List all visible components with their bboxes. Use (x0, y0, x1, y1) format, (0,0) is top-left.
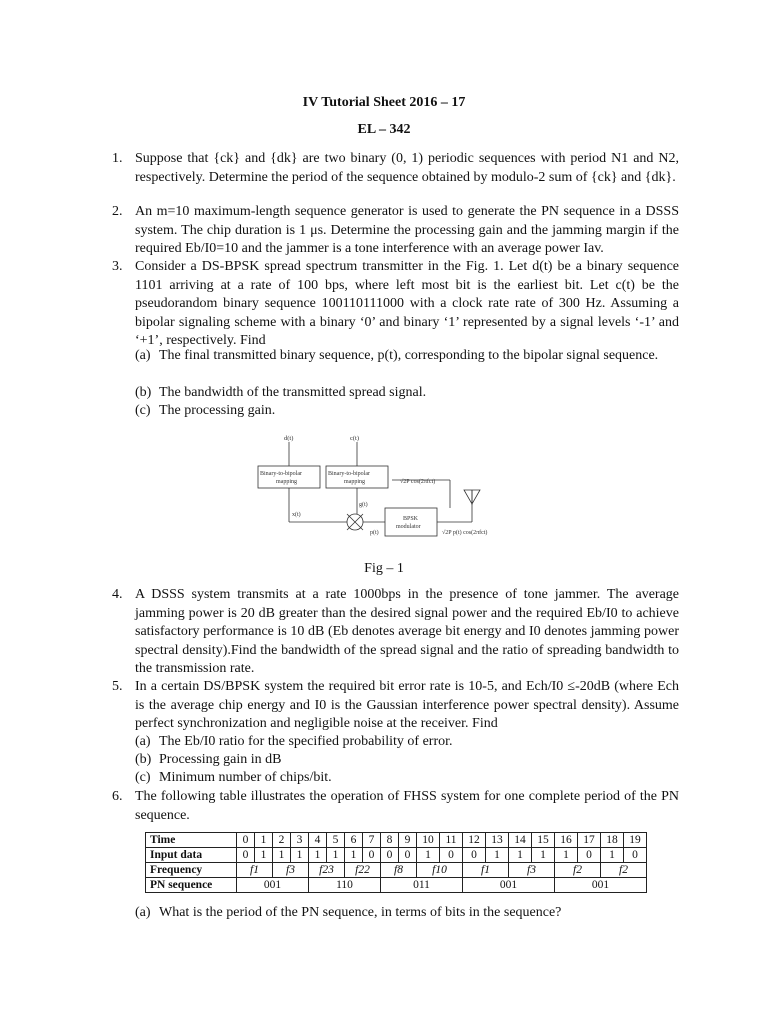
table-cell: 1 (486, 848, 509, 863)
table-cell: 11 (440, 833, 463, 848)
sheet-title: IV Tutorial Sheet 2016 – 17 (302, 95, 466, 110)
table-cell: 0 (363, 848, 381, 863)
table-cell: 0 (399, 848, 417, 863)
bpsk-label-b: modulator (396, 524, 421, 530)
bpsk-label-a: BPSK (403, 516, 419, 522)
table-cell: 8 (381, 833, 399, 848)
table-cell: 0 (440, 848, 463, 863)
sub-text: The final transmitted binary sequence, p(t), corresponding to the bipolar signal sequence. (159, 348, 659, 363)
question-4-text: A DSSS system transmits at a rate 1000bps in the presence of tone jammer. The average jamming power is 20 dB greater than the desired signal power and the required Eb/I0 to achieve satisfactory performance is 10 dB (Eb denotes average bit energy and I0 denotes jamming power spectral density).Find the bandwidth of the spread signal and the ratio of spreading bandwidth to the transmission rate. (135, 587, 679, 676)
table-cell: 1 (255, 848, 273, 863)
table-cell: 1 (273, 848, 291, 863)
table-cell: 0 (463, 848, 486, 863)
sub-label: (a) (135, 734, 151, 749)
question-2-number: 2. (112, 204, 123, 219)
table-row (146, 878, 647, 893)
mapping-1-label-b: mapping (276, 479, 297, 485)
sub-label: (c) (135, 770, 151, 785)
table-cell: 16 (555, 833, 578, 848)
table-cell: 1 (291, 848, 309, 863)
mapping-1-label-a: Binary-to-bipolar (260, 471, 302, 477)
table-cell: 110 (309, 878, 381, 893)
sub-label: (b) (135, 385, 152, 400)
table-cell: 1 (601, 848, 624, 863)
fhss-table (145, 832, 647, 893)
question-6-text: The following table illustrates the operation of FHSS system for one complete period of the PN sequence. (135, 789, 679, 823)
table-cell: 1 (327, 848, 345, 863)
table-cell: 001 (463, 878, 555, 893)
figure-1-diagram (250, 430, 540, 545)
output-label: √2P p(t) cos(2πfct) (442, 530, 488, 536)
sub-text: The bandwidth of the transmitted spread signal. (159, 385, 427, 400)
table-cell: 13 (486, 833, 509, 848)
question-5-sub-b (135, 751, 679, 770)
ct-label: c(t) (350, 435, 360, 442)
table-cell: 5 (327, 833, 345, 848)
question-6-number: 6. (112, 789, 123, 804)
sub-label: (c) (135, 403, 151, 418)
table-cell: 1 (417, 848, 440, 863)
sub-label: (a) (135, 348, 151, 363)
table-cell: 1 (255, 833, 273, 848)
table-cell: 0 (624, 848, 647, 863)
table-cell: f10 (417, 863, 463, 878)
table-cell: f3 (509, 863, 555, 878)
sub-label: (b) (135, 752, 152, 767)
row-header: Input data (146, 848, 237, 863)
xt-label: x(t) (292, 512, 301, 518)
question-3-text: Consider a DS-BPSK spread spectrum transmitter in the Fig. 1. Let d(t) be a binary sequence 1101 arriving at a rate of 100 bps, where left most bit is the earliest bit. Let c(t) be the pseudorandom binary sequence 100110111000 with a clock rate rate of 300 Hz. Assuming a bipolar signaling scheme with a binary ‘0’ and binary ‘1’ represented by a signal levels ‘-1’ and ‘+1’, respectively. Find (135, 259, 679, 348)
question-3-sub-c (135, 402, 679, 421)
question-3-number: 3. (112, 259, 123, 274)
table-row (146, 848, 647, 863)
table-cell: 15 (532, 833, 555, 848)
mapping-2-label-a: Binary-to-bipolar (328, 471, 370, 477)
dt-label: d(t) (284, 435, 294, 442)
table-cell: f23 (309, 863, 345, 878)
table-cell: 1 (555, 848, 578, 863)
question-6-sub-a (135, 904, 679, 923)
row-header: PN sequence (146, 878, 237, 893)
table-cell: 19 (624, 833, 647, 848)
table-cell: f1 (463, 863, 509, 878)
table-cell: 0 (578, 848, 601, 863)
table-row (146, 833, 647, 848)
carrier-label: √2P cos(2πfct) (400, 479, 436, 485)
table-cell: 10 (417, 833, 440, 848)
sub-text: What is the period of the PN sequence, in terms of bits in the sequence? (159, 905, 562, 920)
table-row (146, 863, 647, 878)
table-cell: 12 (463, 833, 486, 848)
table-cell: f8 (381, 863, 417, 878)
table-cell: 011 (381, 878, 463, 893)
table-cell: 18 (601, 833, 624, 848)
table-cell: 17 (578, 833, 601, 848)
gt-label: g(t) (359, 502, 368, 508)
row-header: Time (146, 833, 237, 848)
table-cell: f1 (237, 863, 273, 878)
mapping-2-label-b: mapping (344, 479, 365, 485)
question-2-text: An m=10 maximum-length sequence generator is used to generate the PN sequence in a DSSS system. The chip duration is 1 μs. Determine the processing gain and the jamming margin if the required Eb/I0=10 and the jammer is a tone interference with an average power Iav. (135, 204, 679, 256)
table-cell: 1 (509, 848, 532, 863)
sub-label: (a) (135, 905, 151, 920)
question-5-sub-c (135, 769, 679, 788)
question-1-number: 1. (112, 151, 123, 166)
table-cell: f2 (555, 863, 601, 878)
row-header: Frequency (146, 863, 237, 878)
table-cell: f3 (273, 863, 309, 878)
question-3-sub-a (135, 347, 679, 366)
table-cell: 1 (532, 848, 555, 863)
course-code: EL – 342 (357, 122, 411, 137)
table-cell: 1 (345, 848, 363, 863)
question-1-text: Suppose that {ck} and {dk} are two binary (0, 1) periodic sequences with period N1 and N2, respectively. Determine the period of the sequence obtained by modulo-2 sum of {ck} and {dk}. (135, 151, 679, 185)
sub-text: Processing gain in dB (159, 752, 282, 767)
table-cell: 001 (555, 878, 647, 893)
sub-text: The processing gain. (159, 403, 276, 418)
sub-text: The Eb/I0 ratio for the specified probability of error. (159, 734, 453, 749)
question-5-text: In a certain DS/BPSK system the required bit error rate is 10-5, and Ech/I0 ≤-20dB (where Ech is the average chip energy and I0 is the Gaussian interference power spectral density). Assume perfect synchronization and negligible noise at the receiver. Find (135, 679, 679, 731)
table-cell: 1 (309, 848, 327, 863)
table-cell: 6 (345, 833, 363, 848)
question-4-number: 4. (112, 587, 123, 602)
table-cell: 001 (237, 878, 309, 893)
sub-text: Minimum number of chips/bit. (159, 770, 332, 785)
question-3-sub-b (135, 384, 679, 403)
table-cell: 3 (291, 833, 309, 848)
pt-label: p(t) (370, 530, 379, 536)
table-cell: 2 (273, 833, 291, 848)
question-5-sub-a (135, 733, 679, 752)
bpsk-modulator-block (385, 508, 437, 536)
table-cell: 9 (399, 833, 417, 848)
table-cell: 7 (363, 833, 381, 848)
table-cell: 4 (309, 833, 327, 848)
table-cell: f22 (345, 863, 381, 878)
table-cell: 0 (237, 848, 255, 863)
question-5-number: 5. (112, 679, 123, 694)
table-cell: 0 (381, 848, 399, 863)
table-cell: 14 (509, 833, 532, 848)
figure-caption: Fig – 1 (364, 561, 404, 576)
table-cell: 0 (237, 833, 255, 848)
table-cell: f2 (601, 863, 647, 878)
